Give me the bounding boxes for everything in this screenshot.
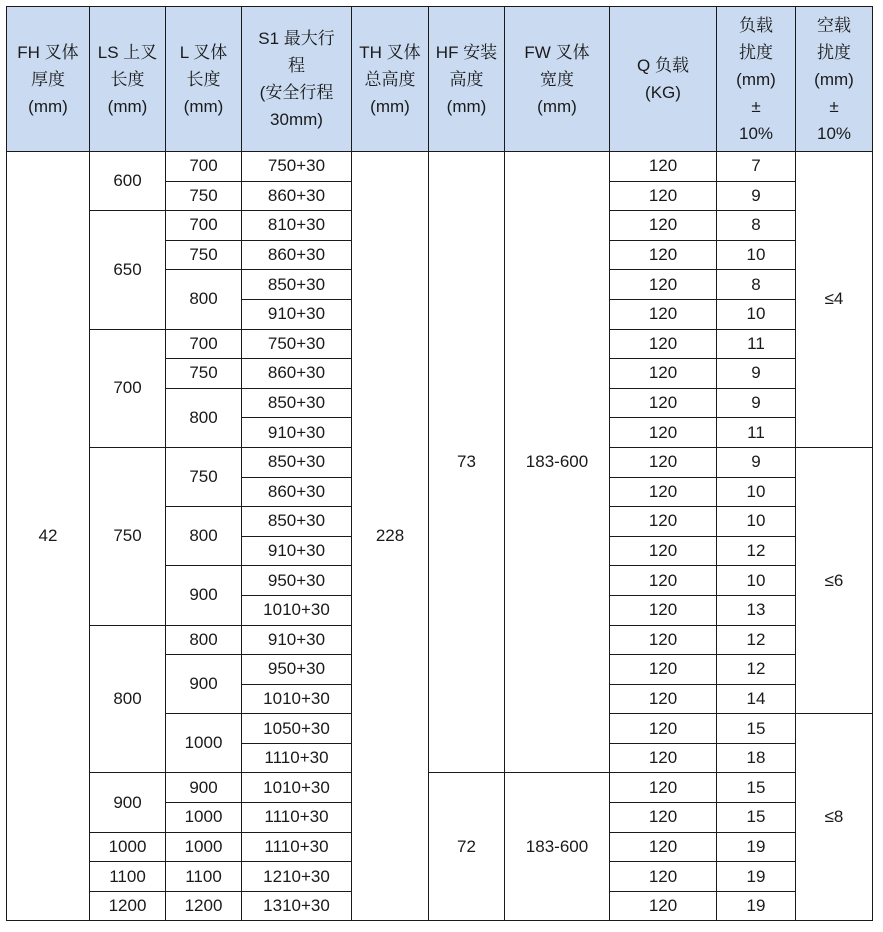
header-hf-install-height: HF 安装 高度 (mm) [429,7,505,152]
l-cell: 1000 [166,803,242,833]
ls-cell: 1200 [90,891,166,921]
load-deflection-cell: 12 [717,655,796,685]
ls-cell: 700 [90,329,166,447]
table-body [7,152,873,921]
load-deflection-cell: 9 [717,388,796,418]
ls-cell: 750 [90,447,166,625]
q-cell: 120 [610,447,717,477]
s1-cell: 850+30 [242,270,352,300]
load-deflection-cell: 19 [717,891,796,921]
header-fh-thickness: FH 叉体 厚度 (mm) [7,7,90,152]
load-deflection-cell: 13 [717,595,796,625]
ls-cell: 900 [90,773,166,832]
q-cell: 120 [610,595,717,625]
fw-cell: 183-600 [505,152,610,773]
load-deflection-cell: 9 [717,181,796,211]
l-cell: 800 [166,507,242,566]
header-fw-fork-width: FW 叉体 宽度 (mm) [505,7,610,152]
load-deflection-cell: 19 [717,862,796,892]
load-deflection-cell: 10 [717,507,796,537]
header-load-deflection: 负载 扰度 (mm) ± 10% [717,7,796,152]
s1-cell: 950+30 [242,566,352,596]
q-cell: 120 [610,891,717,921]
q-cell: 120 [610,329,717,359]
q-cell: 120 [610,862,717,892]
load-deflection-cell: 11 [717,418,796,448]
empty-deflection-cell: ≤6 [796,447,873,713]
load-deflection-cell: 9 [717,359,796,389]
s1-cell: 850+30 [242,507,352,537]
load-deflection-cell: 11 [717,329,796,359]
q-cell: 120 [610,566,717,596]
q-cell: 120 [610,507,717,537]
s1-cell: 950+30 [242,655,352,685]
q-cell: 120 [610,270,717,300]
load-deflection-cell: 9 [717,447,796,477]
q-cell: 120 [610,359,717,389]
l-cell: 750 [166,447,242,506]
ls-cell: 1100 [90,862,166,892]
q-cell: 120 [610,803,717,833]
header-row [7,7,873,152]
s1-cell: 1010+30 [242,595,352,625]
q-cell: 120 [610,832,717,862]
header-empty-deflection: 空载 扰度 (mm) ± 10% [796,7,873,152]
load-deflection-cell: 18 [717,743,796,773]
l-cell: 1000 [166,714,242,773]
fw-cell: 183-600 [505,773,610,921]
hf-cell: 73 [429,152,505,773]
s1-cell: 860+30 [242,477,352,507]
s1-cell: 1010+30 [242,684,352,714]
empty-deflection-cell: ≤8 [796,714,873,921]
q-cell: 120 [610,477,717,507]
l-cell: 1200 [166,891,242,921]
s1-cell: 1110+30 [242,832,352,862]
s1-cell: 1050+30 [242,714,352,744]
empty-deflection-cell: ≤4 [796,152,873,448]
l-cell: 750 [166,181,242,211]
s1-cell: 910+30 [242,418,352,448]
q-cell: 120 [610,743,717,773]
ls-cell: 600 [90,152,166,211]
header-s1-max-stroke: S1 最大行 程 (安全行程 30mm) [242,7,352,152]
q-cell: 120 [610,240,717,270]
l-cell: 750 [166,240,242,270]
s1-cell: 860+30 [242,240,352,270]
s1-cell: 750+30 [242,152,352,182]
ls-cell: 800 [90,625,166,773]
fh-cell: 42 [7,152,90,921]
header-l-fork-length: L 叉体 长度 (mm) [166,7,242,152]
s1-cell: 1210+30 [242,862,352,892]
load-deflection-cell: 7 [717,152,796,182]
spec-table-container [6,6,873,921]
q-cell: 120 [610,152,717,182]
load-deflection-cell: 12 [717,625,796,655]
q-cell: 120 [610,388,717,418]
l-cell: 1100 [166,862,242,892]
th-cell: 228 [352,152,429,921]
l-cell: 700 [166,211,242,241]
l-cell: 900 [166,566,242,625]
fork-spec-table [6,6,873,921]
s1-cell: 1110+30 [242,743,352,773]
q-cell: 120 [610,773,717,803]
load-deflection-cell: 15 [717,773,796,803]
s1-cell: 1110+30 [242,803,352,833]
l-cell: 800 [166,388,242,447]
s1-cell: 860+30 [242,181,352,211]
load-deflection-cell: 12 [717,536,796,566]
l-cell: 750 [166,359,242,389]
load-deflection-cell: 15 [717,803,796,833]
load-deflection-cell: 14 [717,684,796,714]
s1-cell: 850+30 [242,388,352,418]
header-th-total-height: TH 叉体 总高度 (mm) [352,7,429,152]
ls-cell: 650 [90,211,166,329]
q-cell: 120 [610,714,717,744]
s1-cell: 1010+30 [242,773,352,803]
l-cell: 1000 [166,832,242,862]
q-cell: 120 [610,299,717,329]
q-cell: 120 [610,211,717,241]
l-cell: 900 [166,773,242,803]
s1-cell: 810+30 [242,211,352,241]
q-cell: 120 [610,684,717,714]
s1-cell: 860+30 [242,359,352,389]
load-deflection-cell: 10 [717,477,796,507]
load-deflection-cell: 10 [717,299,796,329]
s1-cell: 910+30 [242,299,352,329]
table-row [7,152,873,182]
load-deflection-cell: 8 [717,270,796,300]
header-q-load: Q 负载 (KG) [610,7,717,152]
load-deflection-cell: 10 [717,240,796,270]
q-cell: 120 [610,418,717,448]
load-deflection-cell: 10 [717,566,796,596]
load-deflection-cell: 19 [717,832,796,862]
table-row [7,773,873,803]
q-cell: 120 [610,536,717,566]
l-cell: 700 [166,152,242,182]
l-cell: 800 [166,270,242,329]
q-cell: 120 [610,181,717,211]
l-cell: 900 [166,655,242,714]
load-deflection-cell: 15 [717,714,796,744]
s1-cell: 1310+30 [242,891,352,921]
hf-cell: 72 [429,773,505,921]
l-cell: 800 [166,625,242,655]
q-cell: 120 [610,655,717,685]
s1-cell: 910+30 [242,536,352,566]
s1-cell: 910+30 [242,625,352,655]
s1-cell: 850+30 [242,447,352,477]
l-cell: 700 [166,329,242,359]
q-cell: 120 [610,625,717,655]
header-ls-upper-length: LS 上叉 长度 (mm) [90,7,166,152]
s1-cell: 750+30 [242,329,352,359]
load-deflection-cell: 8 [717,211,796,241]
ls-cell: 1000 [90,832,166,862]
